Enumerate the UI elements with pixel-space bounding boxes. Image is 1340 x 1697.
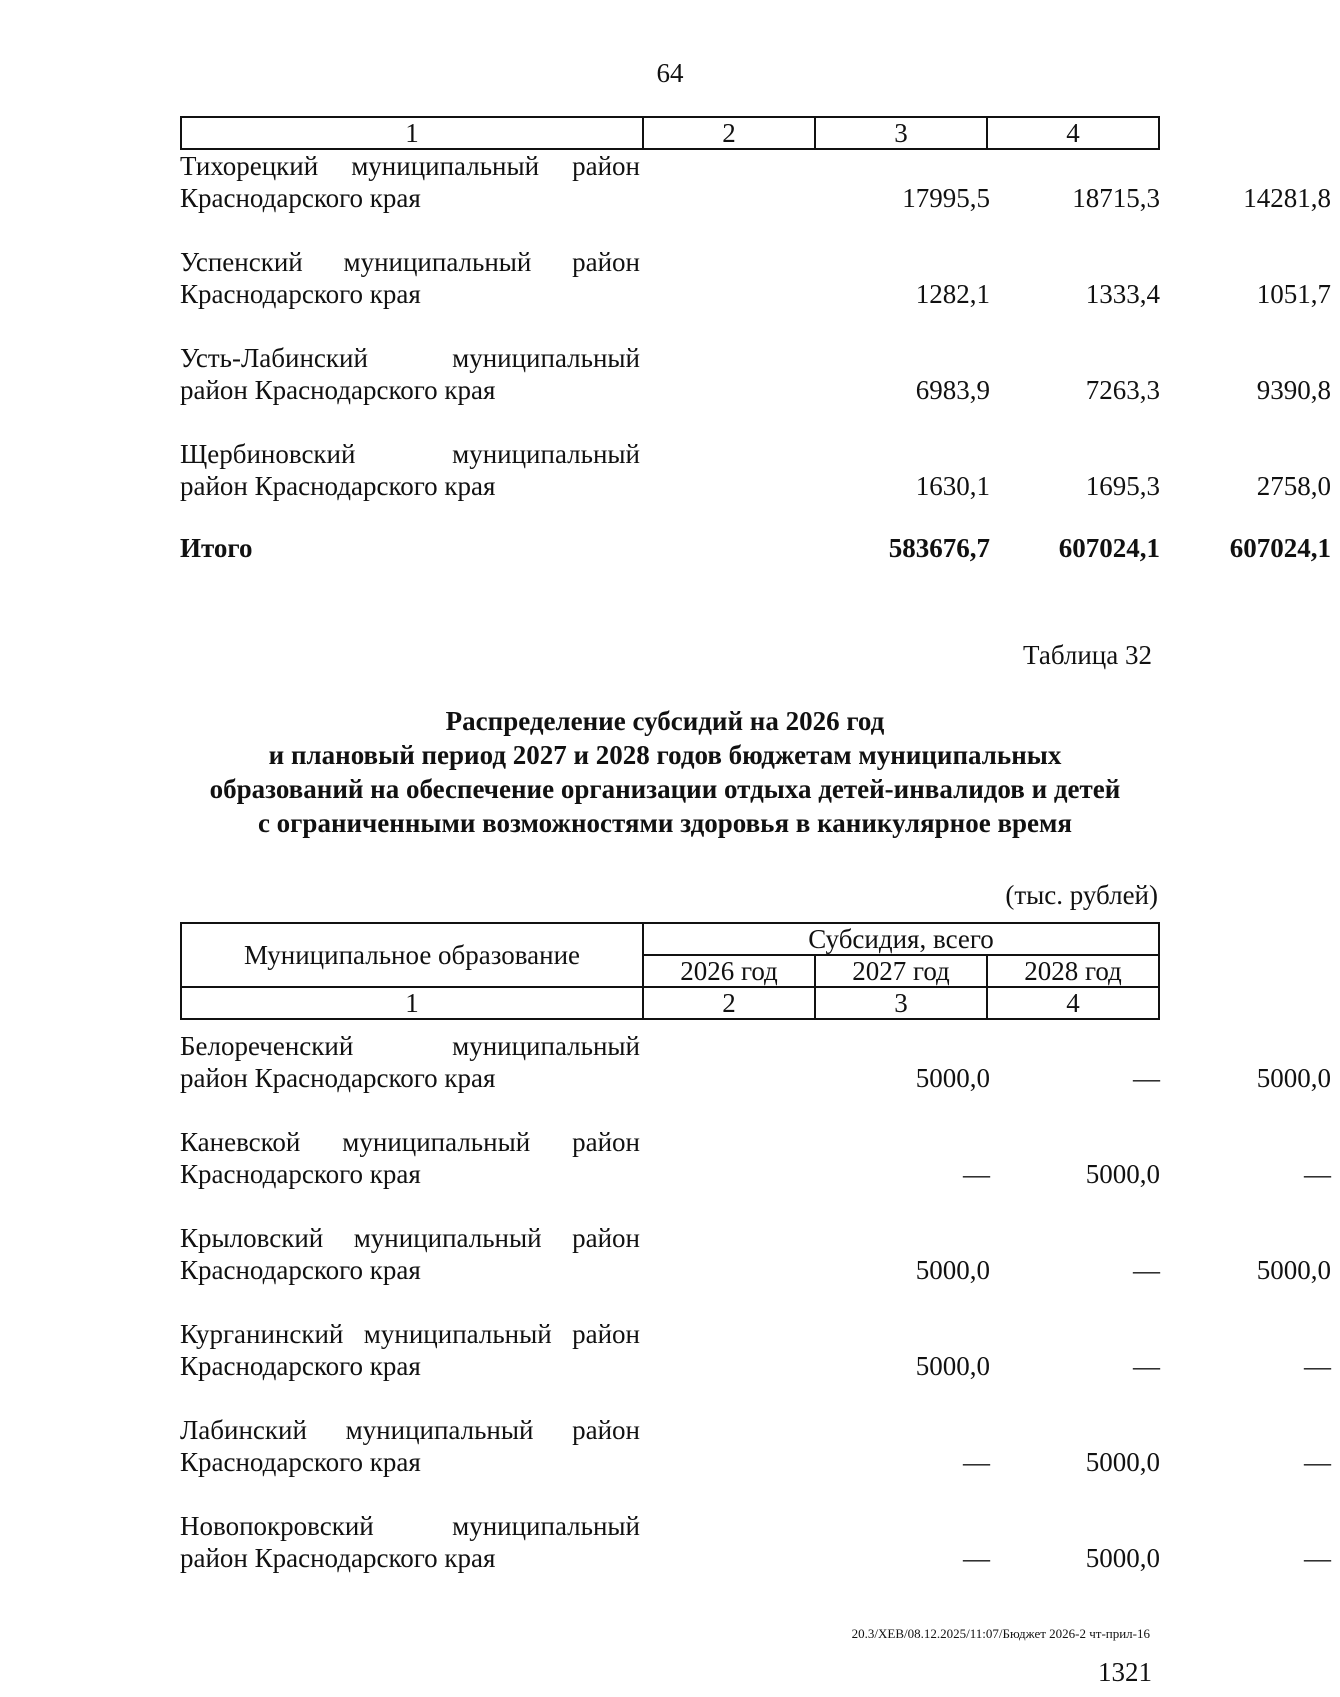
row-name xyxy=(180,1030,640,1094)
title-line: с ограниченными возможностями здоровья в каникулярное время xyxy=(257,808,1073,838)
row-name-line1: Тихорецкий муниципальный район xyxy=(180,151,640,181)
row-name xyxy=(180,150,640,214)
value-2028: — xyxy=(1304,1447,1331,1477)
row-name-line2: Краснодарского края xyxy=(180,1447,421,1477)
subsidy-table-header xyxy=(180,922,1160,1020)
total-2028: 607024,1 xyxy=(1229,533,1331,563)
row-name xyxy=(180,438,640,502)
table-label: Таблица 32 xyxy=(1023,640,1152,670)
footer-page-number: 1321 xyxy=(1098,1657,1152,1687)
table-row xyxy=(180,1030,1331,1094)
row-name xyxy=(180,1414,640,1478)
value-2028: 5000,0 xyxy=(1256,1255,1331,1285)
row-name-line2: район Краснодарского края xyxy=(180,375,496,405)
page-number: 64 xyxy=(656,58,684,88)
value-2026: 1630,1 xyxy=(915,471,990,501)
value-2027: 18715,3 xyxy=(1072,183,1160,213)
year-header-2028: 2028 год xyxy=(987,955,1159,987)
row-name xyxy=(180,342,640,406)
value-2027: — xyxy=(1133,1351,1160,1381)
value-2026: 6983,9 xyxy=(915,375,990,405)
row-name xyxy=(180,1222,640,1286)
row-name-line1: Каневской муниципальный район xyxy=(180,1127,640,1157)
total-row xyxy=(180,532,1331,596)
row-name xyxy=(180,246,640,310)
row-name-line1: Успенский муниципальный район xyxy=(180,247,640,277)
value-2026: — xyxy=(963,1447,990,1477)
table-row xyxy=(180,1222,1331,1286)
title-line: образований на обеспечение организации отдыха детей-инвалидов и детей xyxy=(209,774,1121,804)
value-2028: 2758,0 xyxy=(1256,471,1331,501)
table-row xyxy=(180,246,1331,310)
value-2026: 1282,1 xyxy=(915,279,990,309)
row-name-line2: Краснодарского края xyxy=(180,183,421,213)
total-2026: 583676,7 xyxy=(888,533,990,563)
total-label: Итого xyxy=(180,533,253,563)
row-name-line2: Краснодарского края xyxy=(180,1351,421,1381)
row-name-line2: район Краснодарского края xyxy=(180,1063,496,1093)
title-line: и плановый период 2027 и 2028 годов бюджетам муниципальных xyxy=(268,740,1062,770)
document-code: 20.3/XEB/08.12.2025/11:07/Бюджет 2026-2 чт-прил-16 xyxy=(851,1626,1150,1641)
column-number-4: 4 xyxy=(987,987,1159,1019)
row-name-line2: Краснодарского края xyxy=(180,1159,421,1189)
row-name-line1: Крыловский муниципальный район xyxy=(180,1223,640,1253)
row-name xyxy=(180,1126,640,1190)
value-2026: 5000,0 xyxy=(915,1255,990,1285)
value-2027: — xyxy=(1133,1063,1160,1093)
value-2027: 5000,0 xyxy=(1085,1447,1160,1477)
column-number-3: 3 xyxy=(815,987,987,1019)
column-number-2: 2 xyxy=(643,987,815,1019)
value-2028: — xyxy=(1304,1159,1331,1189)
table-row xyxy=(180,438,1331,502)
row-name-line1: Новопокровский муниципальный xyxy=(180,1511,640,1541)
table-row xyxy=(180,150,1331,214)
table-row xyxy=(180,1510,1331,1574)
row-name-line1: Курганинский муниципальный район xyxy=(180,1319,640,1349)
column-number-1: 1 xyxy=(181,117,643,149)
row-name xyxy=(180,1318,640,1382)
value-2027: 5000,0 xyxy=(1085,1159,1160,1189)
table-row xyxy=(180,1126,1331,1190)
value-2026: 5000,0 xyxy=(915,1063,990,1093)
section-title xyxy=(150,704,1180,840)
value-2028: — xyxy=(1304,1351,1331,1381)
row-name-line2: Краснодарского края xyxy=(180,279,421,309)
value-2027: 1695,3 xyxy=(1085,471,1160,501)
row-name-line2: район Краснодарского края xyxy=(180,471,496,501)
subsidy-header: Субсидия, всего xyxy=(643,923,1159,955)
column-number-4: 4 xyxy=(987,117,1159,149)
value-2028: 9390,8 xyxy=(1256,375,1331,405)
value-2028: 1051,7 xyxy=(1256,279,1331,309)
row-name xyxy=(180,1510,640,1574)
value-2026: — xyxy=(963,1159,990,1189)
row-name-line2: район Краснодарского края xyxy=(180,1543,496,1573)
column-number-3: 3 xyxy=(815,117,987,149)
total-2027: 607024,1 xyxy=(1058,533,1160,563)
unit-label: (тыс. рублей) xyxy=(1005,880,1158,910)
value-2027: 5000,0 xyxy=(1085,1543,1160,1573)
top-table-header xyxy=(180,116,1160,150)
table-row xyxy=(180,1414,1331,1478)
value-2026: — xyxy=(963,1543,990,1573)
row-name-line1: Щербиновский муниципальный xyxy=(180,439,640,469)
column-number-1: 1 xyxy=(181,987,643,1019)
year-header-2026: 2026 год xyxy=(643,955,815,987)
row-name-line1: Усть-Лабинский муниципальный xyxy=(180,343,640,373)
municipality-header: Муниципальное образование xyxy=(181,923,643,987)
table-row xyxy=(180,342,1331,406)
value-2027: — xyxy=(1133,1255,1160,1285)
table-row xyxy=(180,1318,1331,1382)
value-2026: 5000,0 xyxy=(915,1351,990,1381)
column-number-2: 2 xyxy=(643,117,815,149)
value-2028: 14281,8 xyxy=(1243,183,1331,213)
row-name-line2: Краснодарского края xyxy=(180,1255,421,1285)
value-2026: 17995,5 xyxy=(902,183,990,213)
value-2028: — xyxy=(1304,1543,1331,1573)
value-2027: 1333,4 xyxy=(1085,279,1160,309)
title-line: Распределение субсидий на 2026 год xyxy=(445,706,885,736)
year-header-2027: 2027 год xyxy=(815,955,987,987)
row-name-line1: Лабинский муниципальный район xyxy=(180,1415,640,1445)
value-2028: 5000,0 xyxy=(1256,1063,1331,1093)
value-2027: 7263,3 xyxy=(1085,375,1160,405)
row-name-line1: Белореченский муниципальный xyxy=(180,1031,640,1061)
